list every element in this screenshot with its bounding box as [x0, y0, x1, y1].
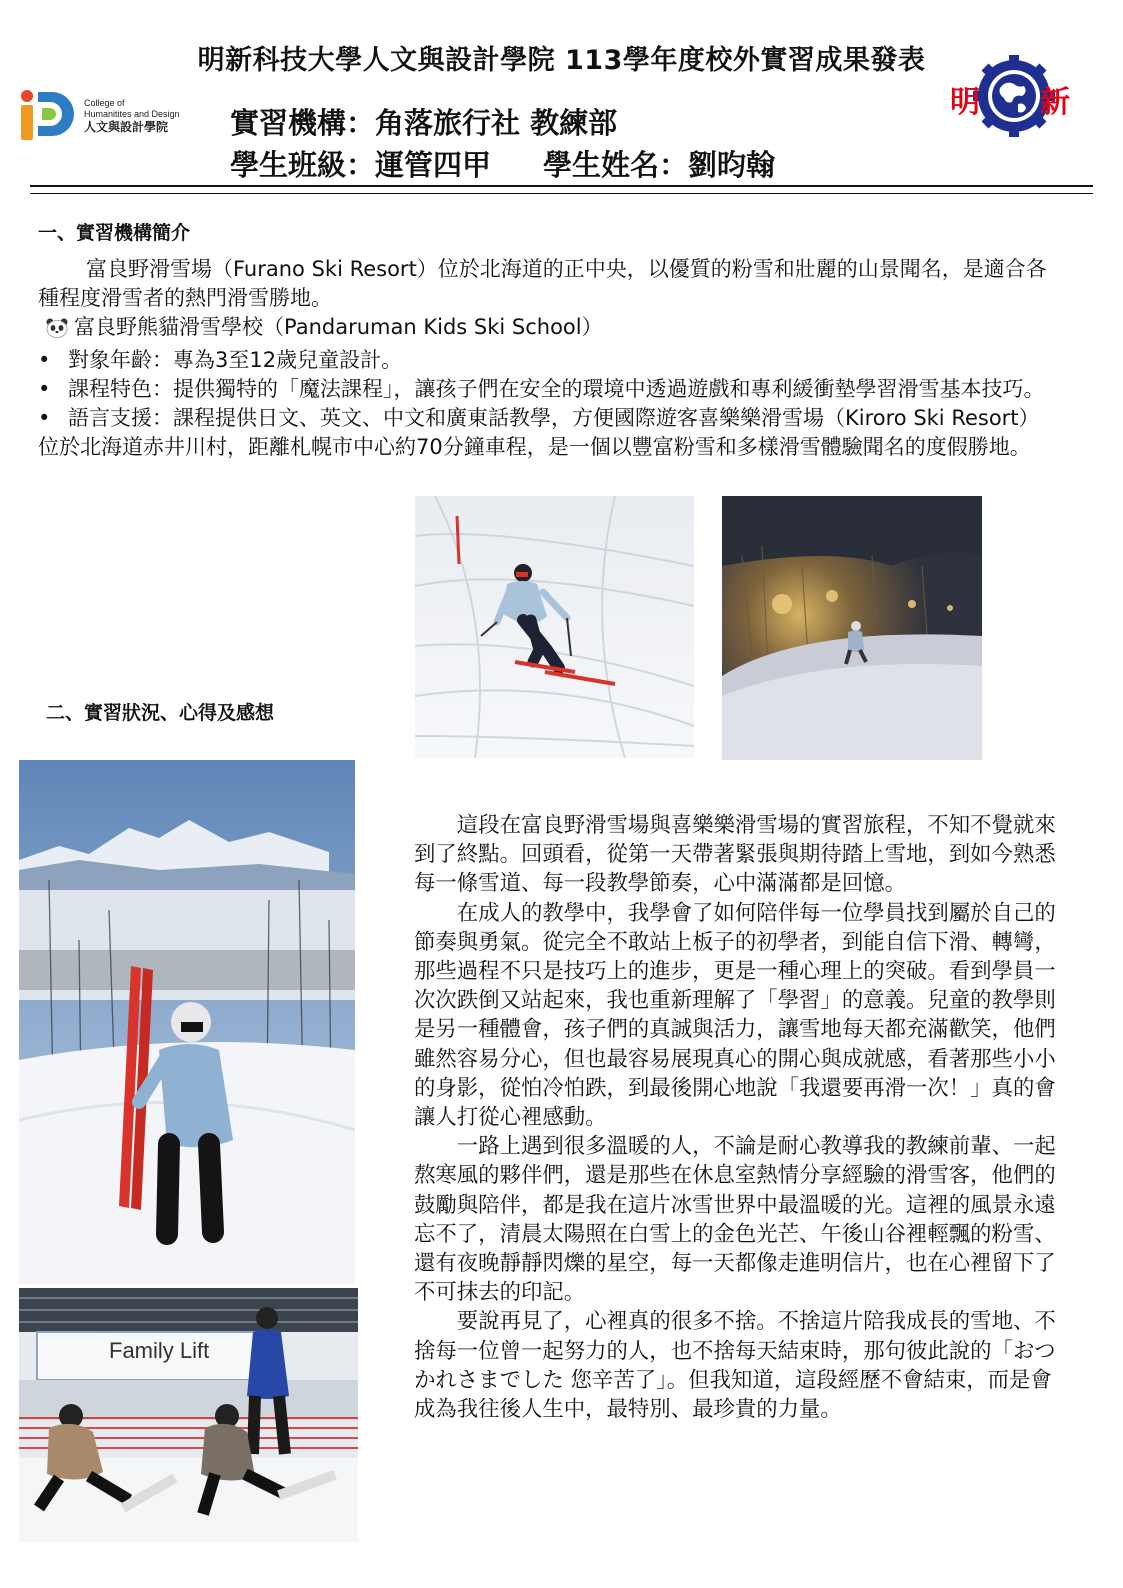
photo-night-skiing	[722, 496, 982, 760]
section1-bullet-1	[38, 346, 1048, 375]
university-logo-char-left: 明	[950, 85, 980, 120]
panda-icon	[46, 317, 74, 346]
reflection-paragraph-1: 這段在富良野滑雪場與喜樂樂滑雪場的實習旅程，不知不覺就來到了終點。回頭看，從第一天帶著緊張與期待踏上雪地，到如今熟悉每一條雪道、每一段教學節奏，心中滿滿都是回憶。	[414, 813, 1056, 897]
header-divider-bottom	[30, 193, 1093, 194]
section1-intro: 富良野滑雪場（Furano Ski Resort）位於北海道的正中央，以優質的粉雪和壯麗的山景聞名，是適合各種程度滑雪者的熱門滑雪勝地。	[38, 257, 1047, 310]
university-logo	[950, 55, 1078, 137]
college-logo-icon	[18, 88, 80, 144]
organization-line: 實習機構：角落旅行社 教練部	[230, 106, 618, 140]
section1-bullet-2	[38, 375, 1048, 404]
college-logo-text-en-1: College of	[84, 98, 125, 108]
family-lift-sign: Family Lift	[109, 1338, 210, 1363]
section2-body	[414, 811, 1068, 1424]
section1-body	[38, 255, 1048, 462]
section2-heading: 二、實習狀況、心得及感想	[46, 702, 275, 724]
college-logo	[18, 88, 198, 144]
photo-skier-slope	[415, 496, 694, 758]
university-logo-char-right: 新	[1040, 85, 1070, 120]
student-class-line: 學生班級：運管四甲	[230, 148, 492, 182]
reflection-paragraph-3: 一路上遇到很多溫暖的人，不論是耐心教導我的教練前輩、一起熬寒風的夥伴們，還是那些在休息室熱情分享經驗的滑雪客，他們的鼓勵與陪伴，都是我在這片冰雪世界中最溫暖的光。這裡的風景永遠忘不了，清晨太陽照在白雪上的金色光芒、午後山谷裡輕飄的粉雪、還有夜晚靜靜閃爍的星空，每一天都像走進明信片，也在心裡留下了不可抹去的印記。	[414, 1134, 1056, 1306]
reflection-paragraph-2: 在成人的教學中，我學會了如何陪伴每一位學員找到屬於自己的節奏與勇氣。從完全不敢站上板子的初學者，到能自信下滑、轉彎，那些過程不只是技巧上的進步，更是一種心理上的突破。看到學員一次次跌倒又站起來，我也重新理解了「學習」的意義。兒童的教學則是另一種體會，孩子們的真誠與活力，讓雪地每天都充滿歡笑，他們雖然容易分心，但也最容易展現真心的開心與成就感，看著那些小小的身影，從怕冷怕跌，到最後開心地說「我還要再滑一次！」真的會讓人打從心裡感動。	[414, 900, 1056, 1131]
page-title: 明新科技大學人文與設計學院 113學年度校外實習成果發表	[197, 45, 926, 76]
college-logo-text-en-2: Humanitites and Design	[84, 109, 180, 119]
photo-mountain-skier	[19, 760, 355, 1284]
reflection-paragraph-4: 要說再見了，心裡真的很多不捨。不捨這片陪我成長的雪地、不捨每一位曾一起努力的人，也不捨每天結束時，那句彼此說的「おつかれさまでした 您辛苦了」。但我知道，這段經歷不會結束，而是會成為我往後人生中，最特別、最珍貴的力量。	[414, 1309, 1056, 1423]
section1-bullet-3	[38, 404, 1048, 462]
student-name-line: 學生姓名：劉昀翰	[543, 148, 776, 182]
section1-school-line-wrap	[38, 313, 1048, 346]
section1-bullet-3-text: 語言支援：課程提供日文、英文、中文和廣東話教學，方便國際遊客喜樂樂滑雪場（Kiroro Ski Resort）位於北海道赤井川村，距離札幌市中心約70分鐘車程，是一個以豐富粉雪和多樣滑雪體驗聞名的度假勝地。	[38, 406, 1040, 459]
section1-heading: 一、實習機構簡介	[38, 222, 191, 244]
college-logo-text-zh: 人文與設計學院	[84, 120, 169, 134]
section1-bullet-1-text: 對象年齡：專為3至12歲兒童設計。	[68, 348, 403, 372]
section1-school-line: 富良野熊貓滑雪學校（Pandaruman Kids Ski School）	[74, 315, 603, 339]
photo-family-lift	[19, 1288, 358, 1542]
section1-bullet-2-text: 課程特色：提供獨特的「魔法課程」，讓孩子們在安全的環境中透過遊戲和專利緩衝墊學習滑雪基本技巧。	[68, 377, 1045, 401]
header-divider-top	[30, 185, 1093, 187]
